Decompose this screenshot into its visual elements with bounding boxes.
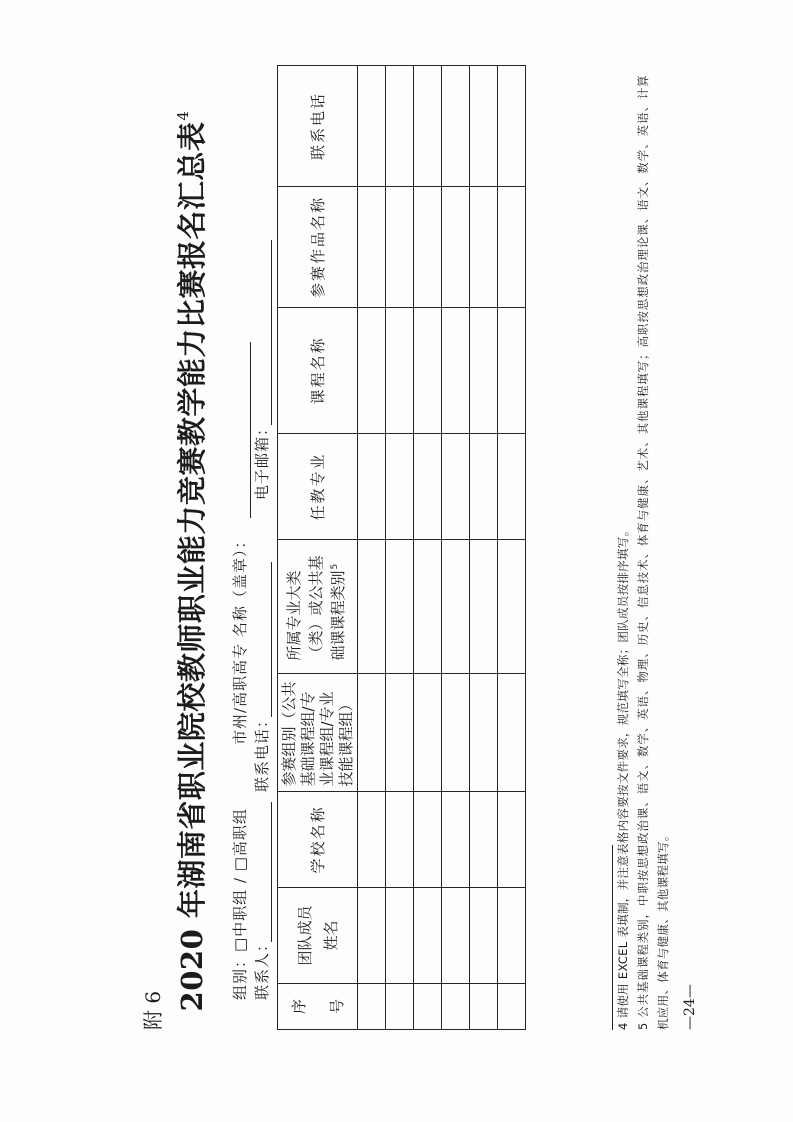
cell-seq [498, 984, 526, 1030]
contact-person-underline [271, 802, 272, 942]
footnote-5-line-1: 5 公共基础课程类别，中职按思想政治课、语文、数学、英语、物理、历史、信息技术、体育与健康、艺术、其他课程填写；高职按思想政治理论课、语文、数学、英语、计算 [636, 75, 650, 1030]
contact-person-label: 联系人： [253, 935, 271, 1000]
cell-work-name [442, 187, 470, 308]
cell-member-name [358, 888, 386, 984]
cell-competition-group [358, 674, 386, 792]
cell-major-category [442, 540, 470, 674]
cell-course-name [386, 308, 414, 434]
email-underline [271, 240, 272, 425]
cell-school-name [386, 792, 414, 888]
cell-contact-phone [470, 66, 498, 187]
cell-teaching-major [470, 434, 498, 540]
cell-course-name [442, 308, 470, 434]
cell-member-name [386, 888, 414, 984]
contact-phone-underline [271, 562, 272, 717]
cell-teaching-major [498, 434, 526, 540]
header-competition-group [278, 674, 358, 792]
email-label: 电子邮箱： [253, 419, 271, 500]
header-school-name: 学校名称 [278, 792, 358, 888]
cell-course-name [414, 308, 442, 434]
cell-contact-phone [358, 66, 386, 187]
cell-work-name [386, 187, 414, 308]
cell-contact-phone [442, 66, 470, 187]
cell-teaching-major [386, 434, 414, 540]
header-contact-phone: 联系电话 [278, 66, 358, 187]
header-member-name [278, 888, 358, 984]
cell-major-category [358, 540, 386, 674]
cell-school-name [442, 792, 470, 888]
cell-competition-group [386, 674, 414, 792]
group-selection: 组别：□中职组 / □高职组 [231, 808, 249, 1000]
form-title [170, 0, 211, 1122]
cell-contact-phone [386, 66, 414, 187]
page-number: —24— [682, 984, 698, 1030]
cell-teaching-major [442, 434, 470, 540]
cell-major-category [470, 540, 498, 674]
cell-seq [386, 984, 414, 1030]
header-work-name: 参赛作品名称 [278, 187, 358, 308]
header-major-category-label: 所属专业大类（类）或公共基础课课程类别 [285, 555, 347, 661]
cell-member-name [470, 888, 498, 984]
registration-table [277, 65, 526, 1030]
cell-member-name [414, 888, 442, 984]
table-row [358, 66, 386, 1030]
cell-course-name [358, 308, 386, 434]
title-footnote-ref: 4 [174, 110, 192, 121]
cell-work-name [414, 187, 442, 308]
form-title-text: 2020 年湖南省职业院校教师职业能力竞赛教学能力比赛报名汇总表 [175, 121, 209, 1012]
header-seq [278, 984, 358, 1030]
cell-course-name [470, 308, 498, 434]
cell-school-name [358, 792, 386, 888]
table-row [442, 66, 470, 1030]
footnote-4: 4 请使用 EXCEL 表填制，并注意表格内容要按文件要求，规范填写全称；团队成员按排序填写。 [616, 524, 630, 1030]
cell-competition-group [470, 674, 498, 792]
cell-seq [414, 984, 442, 1030]
cell-competition-group [442, 674, 470, 792]
cell-seq [470, 984, 498, 1030]
contact-phone-label: 联系电话： [253, 711, 271, 792]
cell-teaching-major [414, 434, 442, 540]
footnote-5-line-2: 机应用、体育与健康、其他课程填写。 [656, 829, 670, 1030]
cell-contact-phone [498, 66, 526, 187]
cell-work-name [470, 187, 498, 308]
cell-seq [442, 984, 470, 1030]
header-course-name: 课程名称 [278, 308, 358, 434]
cell-work-name [358, 187, 386, 308]
header-major-category-wrap [283, 553, 352, 661]
cell-major-category [386, 540, 414, 674]
cell-competition-group [414, 674, 442, 792]
header-major-category [278, 540, 358, 674]
footnotes [613, 75, 673, 1030]
table-row [414, 66, 442, 1030]
cell-work-name [498, 187, 526, 308]
table-row [498, 66, 526, 1030]
cell-competition-group [498, 674, 526, 792]
cell-member-name [498, 888, 526, 984]
cell-school-name [470, 792, 498, 888]
header-member-name-label: 团队成员姓名 [295, 905, 340, 966]
attachment-label: 附 6 [141, 990, 165, 1030]
cell-major-category [414, 540, 442, 674]
cell-school-name [498, 792, 526, 888]
organization-label: 市州/高职高专 名称（盖章）： [231, 532, 249, 745]
header-seq-label: 序号 [289, 998, 346, 1014]
table-row [386, 66, 414, 1030]
cell-course-name [498, 308, 526, 434]
category-footnote-ref: 5 [330, 563, 340, 570]
cell-seq [358, 984, 386, 1030]
cell-school-name [414, 792, 442, 888]
table-header-row [278, 66, 358, 1030]
cell-teaching-major [358, 434, 386, 540]
header-competition-group-label: 参赛组别（公共基础课程组/专业课程组/专业技能课程组） [279, 681, 355, 787]
table-row [470, 66, 498, 1030]
header-teaching-major: 任教专业 [278, 434, 358, 540]
cell-member-name [442, 888, 470, 984]
organization-underline [250, 342, 251, 518]
cell-major-category [498, 540, 526, 674]
cell-contact-phone [414, 66, 442, 187]
